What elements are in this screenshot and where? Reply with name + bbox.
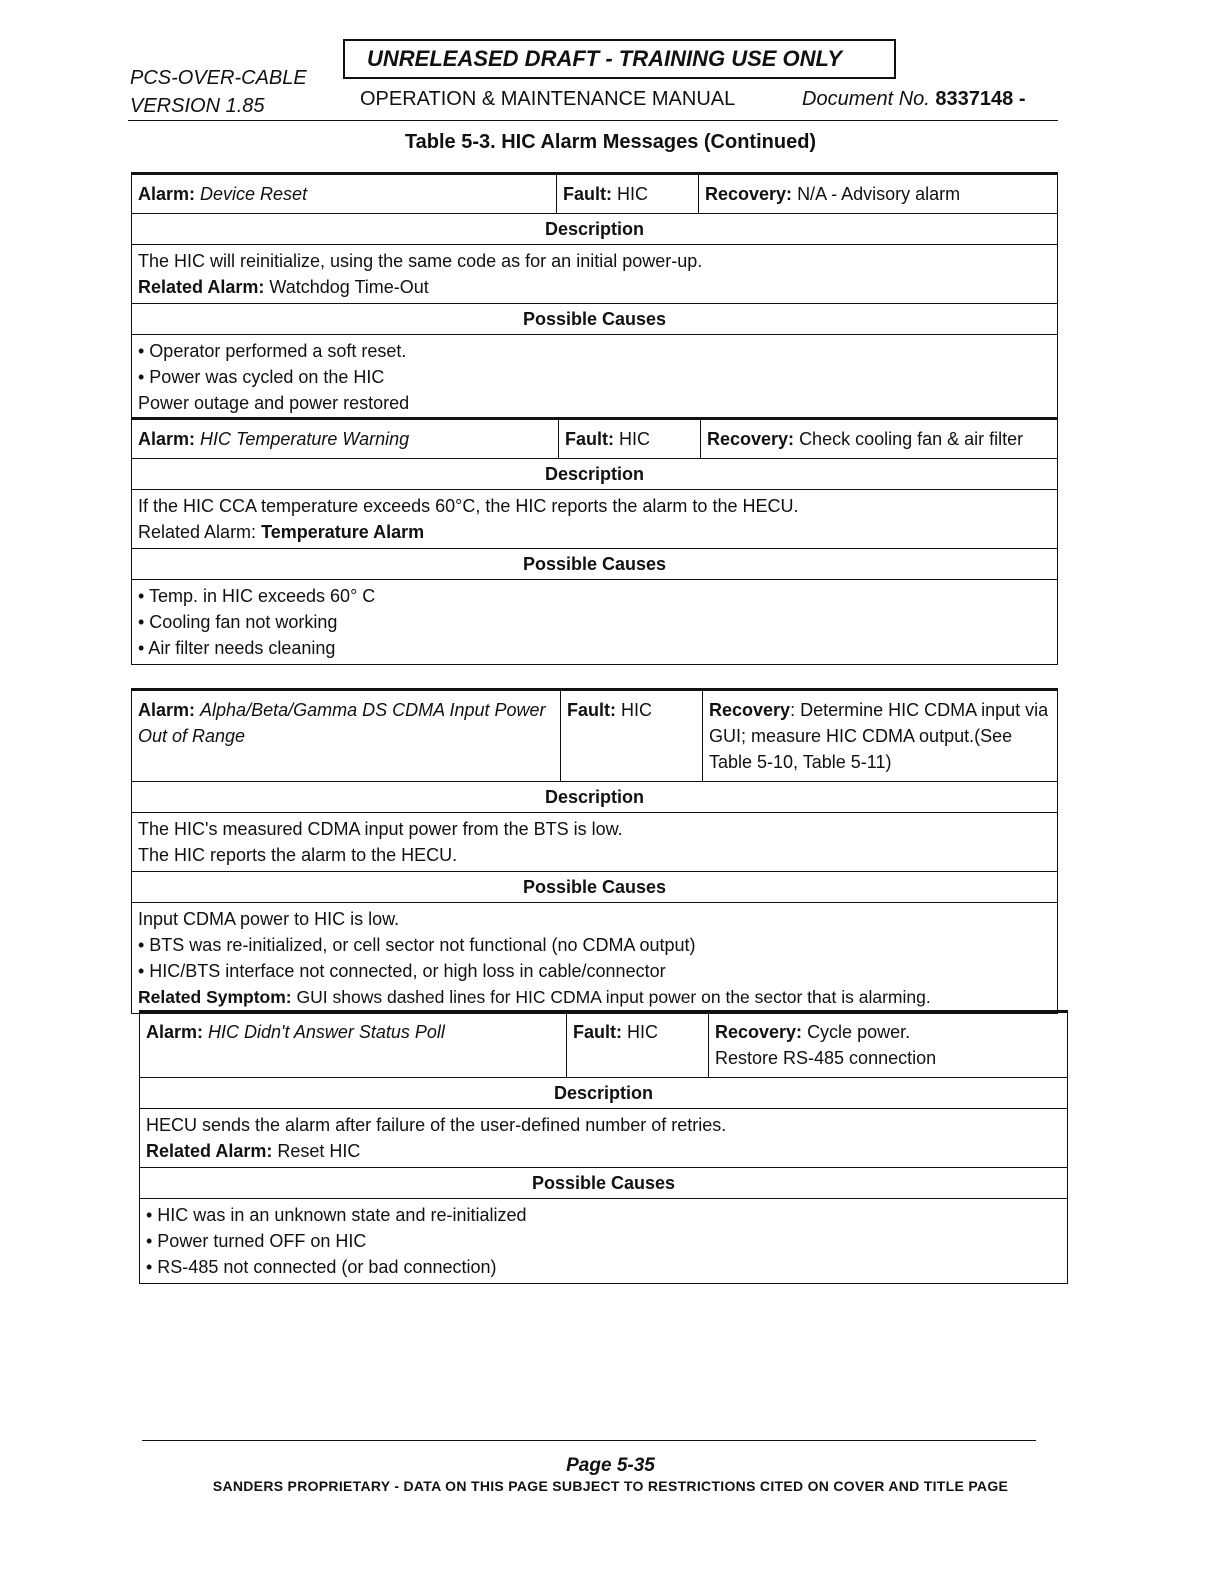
alarm-name: Alpha/Beta/Gamma DS CDMA Input Power Out of Range [138,700,546,746]
cause-item: • Cooling fan not working [138,612,338,632]
recovery-value: Check cooling fan & air filter [799,429,1024,449]
causes-cell [132,335,1058,420]
related-alarm-value: Temperature Alarm [261,522,425,542]
fault-label: Fault: [565,429,614,449]
fault-value: HIC [617,184,649,204]
fault-value: HIC [621,700,653,720]
description-heading: Description [132,782,1058,813]
alarm-label: Alarm: [138,700,196,720]
alarm-table-device-reset [131,172,1058,420]
product-name: PCS-OVER-CABLE [130,67,307,89]
document-label: Document No. [802,88,930,110]
recovery-cell [703,690,1058,782]
recovery-label: Recovery [709,700,791,720]
recovery-value: N/A - Advisory alarm [797,184,961,204]
causes-cell [132,580,1058,665]
related-symptom [138,984,1051,1010]
recovery-value: Restore RS-485 connection [715,1048,937,1068]
fault-cell [567,1012,709,1078]
header-divider [128,120,1058,121]
alarm-header-row [140,1012,1068,1078]
description-text: The HIC reports the alarm to the HECU. [138,845,458,865]
description-cell [132,245,1058,304]
description-text: If the HIC CCA temperature exceeds 60°C, the HIC reports the alarm to the HECU. [138,496,799,516]
description-text: HECU sends the alarm after failure of the user-defined number of retries. [146,1115,727,1135]
alarm-header-row [132,419,1058,459]
description-heading: Description [140,1078,1068,1109]
alarm-label: Alarm: [138,429,196,449]
product-version: VERSION 1.85 [130,95,265,117]
causes-cell [140,1199,1068,1284]
cause-item: • HIC was in an unknown state and re-initialized [146,1205,527,1225]
cause-item: Input CDMA power to HIC is low. [138,909,400,929]
related-alarm [138,274,1051,300]
causes-cell [132,903,1058,1014]
fault-label: Fault: [563,184,612,204]
alarm-name: HIC Temperature Warning [200,429,410,449]
cause-item: • Temp. in HIC exceeds 60° C [138,586,376,606]
recovery-cell [701,419,1058,459]
fault-cell [557,174,699,214]
cause-item: • Operator performed a soft reset. [138,341,407,361]
cause-item: • Power was cycled on the HIC [138,367,385,387]
draft-notice: UNRELEASED DRAFT - TRAINING USE ONLY [343,39,896,79]
proprietary-notice: SANDERS PROPRIETARY - DATA ON THIS PAGE SUBJECT TO RESTRICTIONS CITED ON COVER AND TITLE PAGE [212,1478,1009,1494]
description-text: The HIC will reinitialize, using the same code as for an initial power-up. [138,251,703,271]
cause-item: • RS-485 not connected (or bad connection) [146,1257,497,1277]
fault-cell [559,419,701,459]
description-heading: Description [132,214,1058,245]
alarm-table-temperature-warning [131,417,1058,665]
related-alarm-label: Related Alarm: [146,1141,273,1161]
description-cell [132,490,1058,549]
alarm-table-cdma-input-power [131,688,1058,1014]
cause-item: • Power turned OFF on HIC [146,1231,367,1251]
possible-causes-heading: Possible Causes [132,549,1058,580]
alarm-header-row [132,690,1058,782]
alarm-cell [132,690,561,782]
alarm-header-row [132,174,1058,214]
recovery-label: Recovery: [707,429,795,449]
cause-item: • HIC/BTS interface not connected, or high loss in cable/connector [138,961,666,981]
alarm-name: Device Reset [200,184,308,204]
description-cell [132,813,1058,872]
document-number-block [802,88,1025,111]
related-alarm-label: Related Alarm: [138,277,265,297]
table-title: Table 5-3. HIC Alarm Messages (Continued) [404,131,817,153]
possible-causes-heading: Possible Causes [132,304,1058,335]
alarm-label: Alarm: [138,184,196,204]
related-symptom-label: Related Symptom: [138,987,292,1007]
recovery-cell [699,174,1058,214]
related-alarm-value: Watchdog Time-Out [269,277,429,297]
possible-causes-heading: Possible Causes [140,1168,1068,1199]
possible-causes-heading: Possible Causes [132,872,1058,903]
description-cell [140,1109,1068,1168]
alarm-table-status-poll [139,1010,1068,1284]
header-product-block [130,64,307,120]
fault-cell [561,690,703,782]
fault-value: HIC [627,1022,659,1042]
recovery-label: Recovery: [705,184,793,204]
related-alarm [146,1138,1061,1164]
cause-item: • BTS was re-initialized, or cell sector not functional (no CDMA output) [138,935,696,955]
footer-divider [142,1440,1036,1441]
related-alarm [138,519,1051,545]
description-text: The HIC's measured CDMA input power from the BTS is low. [138,819,623,839]
recovery-value: : Determine HIC CDMA input via GUI; measure HIC CDMA output.(See Table 5-10, Table 5-11) [709,700,1049,772]
alarm-name: HIC Didn't Answer Status Poll [208,1022,445,1042]
page-number: Page 5-35 [566,1455,655,1476]
related-alarm-value: Reset HIC [277,1141,361,1161]
fault-label: Fault: [573,1022,622,1042]
recovery-value: Cycle power. [807,1022,911,1042]
related-symptom-value: GUI shows dashed lines for HIC CDMA input power on the sector that is alarming. [296,987,931,1007]
alarm-cell [140,1012,567,1078]
alarm-label: Alarm: [146,1022,204,1042]
fault-value: HIC [619,429,651,449]
related-alarm-label: Related Alarm: [138,522,257,542]
alarm-cell [132,419,559,459]
manual-title: OPERATION & MAINTENANCE MANUAL [360,88,736,110]
alarm-cell [132,174,557,214]
cause-item: • Air filter needs cleaning [138,638,336,658]
cause-item: Power outage and power restored [138,393,410,413]
document-number: 8337148 - [935,88,1026,110]
description-heading: Description [132,459,1058,490]
recovery-label: Recovery: [715,1022,803,1042]
recovery-cell [709,1012,1068,1078]
fault-label: Fault: [567,700,616,720]
